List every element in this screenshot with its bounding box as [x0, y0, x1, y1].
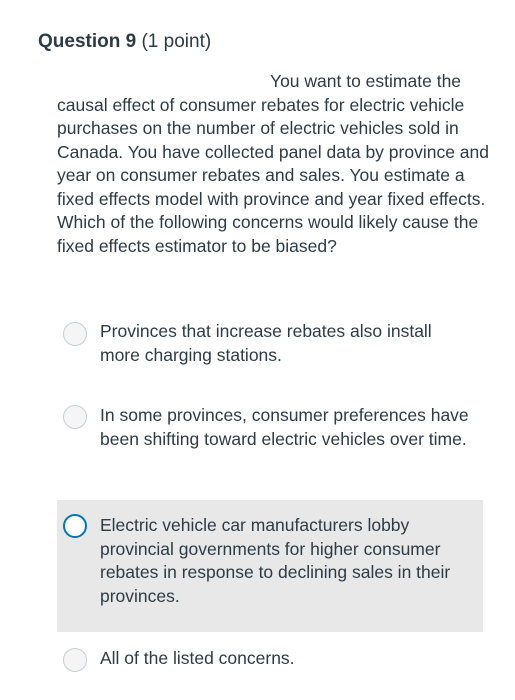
answer-option-2[interactable]: [57, 395, 483, 485]
answer-label-2: In some provinces, consumer preferences have been shifting toward electric vehicles over time.: [100, 405, 469, 449]
radio-button-3[interactable]: [63, 514, 87, 538]
answer-option-1[interactable]: [57, 312, 483, 382]
answer-label-3: Electric vehicle car manufacturers lobby provincial governments for higher consumer rebates in response to declining sales in their provinces.: [100, 515, 451, 606]
answer-option-3[interactable]: [57, 500, 483, 632]
question-title: Question 9: [38, 31, 137, 52]
answer-label-1: Provinces that increase rebates also install more charging stations.: [100, 321, 432, 365]
question-text-body: the causal effect of consumer rebates for electric vehicle purchases on the number of electric vehicles sold in Canada. You have collected panel data by province and year on consumer rebates and sales. You estimate a fixed effects model with province and year fixed effects. Which of the following concerns would likely cause the fixed effects estimator to be biased?: [57, 71, 489, 256]
radio-button-4[interactable]: [63, 648, 87, 672]
question-points: (1 point): [141, 31, 212, 52]
question-text: [57, 70, 497, 258]
question-text-line1: You want to estimate: [270, 71, 432, 91]
answer-option-4[interactable]: [57, 640, 483, 680]
question-header: [38, 30, 211, 54]
radio-button-2[interactable]: [63, 405, 87, 429]
radio-button-1[interactable]: [63, 322, 87, 346]
answer-label-4: All of the listed concerns.: [100, 648, 295, 668]
